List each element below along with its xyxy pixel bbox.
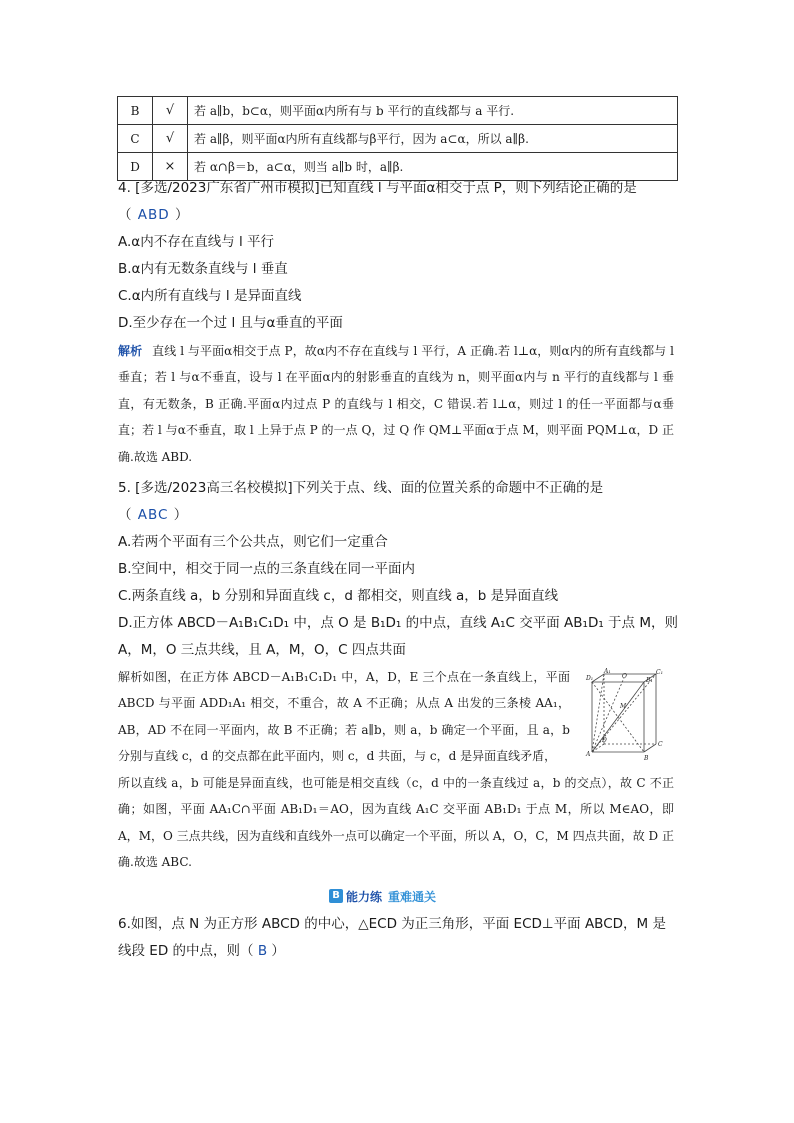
svg-text:D₁: D₁ [586, 675, 594, 682]
q4-answer: ABD [137, 207, 170, 223]
q5-option-c: C.两条直线 a，b 分别和异面直线 c，d 都相交，则直线 a，b 是异面直线 [118, 588, 559, 604]
q6-answer: B [257, 943, 268, 959]
q5-option-d: D.正方体 ABCD－A₁B₁C₁D₁ 中，点 O 是 B₁D₁ 的中点，直线 A₁C 交平面 AB₁D₁ 于点 M，则 [118, 615, 678, 631]
option-letter: B [118, 97, 153, 125]
banner-badge: B [329, 889, 343, 903]
options-judgement-table [117, 96, 678, 181]
q6-stem-line2: 线段 ED 的中点，则（ B ） [118, 943, 285, 959]
svg-text:C₁: C₁ [656, 669, 663, 676]
check-mark-icon: √ [153, 125, 188, 153]
q4-option-a: A.α内不存在直线与 l 平行 [118, 234, 275, 250]
banner-title: 能力练 [346, 889, 383, 904]
solution-label: 解析 [118, 670, 143, 684]
svg-text:B: B [644, 755, 649, 762]
svg-text:C: C [658, 741, 663, 748]
q4-answer-blank: （ ABD ） [118, 207, 190, 223]
q4-solution [118, 338, 674, 470]
section-banner [329, 887, 436, 905]
cross-mark-icon: × [153, 153, 188, 181]
q4-stem: 4. [多选/2023广东省广州市模拟]已知直线 l 与平面α相交于点 P，则下列结论正确的是 [118, 180, 637, 196]
q4-option-d: D.至少存在一个过 l 且与α垂直的平面 [118, 315, 343, 331]
q5-stem: 5. [多选/2023高三名校模拟]下列关于点、线、面的位置关系的命题中不正确的是 [118, 480, 604, 496]
table-row [118, 97, 678, 125]
check-mark-icon: √ [153, 97, 188, 125]
svg-text:D: D [602, 737, 607, 744]
svg-text:O: O [622, 673, 627, 680]
svg-text:A₁: A₁ [604, 668, 611, 675]
q5-solution-text-1: 如图，在正方体 ABCD－A₁B₁C₁D₁ 中，A，D，E 三个点在一条直线上，平面 ABCD 与平面 ADD₁A₁ 相交，不重合，故 A 不正确；从点 A 出发的三条棱 AA₁，AB，AD 不在同一平面内，故 B 不正确；若 a∥b，则 a，b 确定一个平面，且 a，b 分别与直线 c，d 的交点都在此平面内，则 c，d 共面，与 c，d 是异面直线矛盾， [118, 670, 570, 764]
q5-option-d-cont: A，M，O 三点共线，且 A，M，O，C 四点共面 [118, 642, 406, 658]
q5-option-b: B.空间中，相交于同一点的三条直线在同一平面内 [118, 561, 416, 577]
svg-text:B₁: B₁ [646, 677, 653, 684]
q4-solution-text: 直线 l 与平面α相交于点 P，故α内不存在直线与 l 平行，A 正确.若 l⊥α，则α内的所有直线都与 l 垂直；若 l 与α不垂直，设与 l 在平面α内的射影垂直的直线为 n，则平面α内与 n 平行的直线都与 l 垂直，有无数条，B 正确.平面α内过点 P 的直线与 l 相交，C 错误.若 l⊥α，则过 l 的任一平面都与α垂直；若 l 与α不垂直，取 l 上异于点 P 的一点 Q，过 Q 作 QM⊥平面α于点 M，则平面 PQM⊥α，D 正确.故选 ABD. [118, 344, 674, 464]
q5-answer: ABC [137, 507, 169, 523]
q5-option-a: A.若两个平面有三个公共点，则它们一定重合 [118, 534, 388, 550]
option-explanation: 若 a∥β，则平面α内所有直线都与β平行，因为 a⊂α，所以 a∥β. [188, 125, 678, 153]
table-row [118, 153, 678, 181]
q4-option-b: B.α内有无数条直线与 l 垂直 [118, 261, 288, 277]
solution-label: 解析 [118, 344, 143, 358]
option-explanation: 若 a∥b，b⊂α，则平面α内所有与 b 平行的直线都与 a 平行. [188, 97, 678, 125]
cube-figure [582, 668, 663, 762]
option-explanation: 若 α∩β＝b，a⊂α，则当 a∥b 时，a∥β. [188, 153, 678, 181]
q5-solution-part2: 所以直线 a，b 可能是异面直线，也可能是相交直线（c，d 中的一条直线过 a，b 的交点），故 C 不正确；如图，平面 AA₁C∩平面 AB₁D₁＝AO，因为直线 A₁C 交平面 AB₁D₁ 于点 M，所以 M∈AO，即 A，M，O 三点共线，因为直线和直线外一点可以确定一个平面，所以 A，O，C，M 四点共面，故 D 正确.故选 ABC. [118, 776, 674, 870]
svg-text:M: M [620, 703, 627, 710]
table-row [118, 125, 678, 153]
svg-text:A: A [586, 751, 591, 758]
q6-stem-line1: 6.如图，点 N 为正方形 ABCD 的中心，△ECD 为正三角形，平面 ECD⊥平面 ABCD，M 是 [118, 916, 666, 932]
banner-subtitle: 重难通关 [388, 889, 437, 904]
q4-option-c: C.α内所有直线与 l 是异面直线 [118, 288, 302, 304]
option-letter: D [118, 153, 153, 181]
option-letter: C [118, 125, 153, 153]
q5-answer-blank: （ ABC ） [118, 507, 189, 523]
q5-solution-part1 [118, 664, 570, 770]
